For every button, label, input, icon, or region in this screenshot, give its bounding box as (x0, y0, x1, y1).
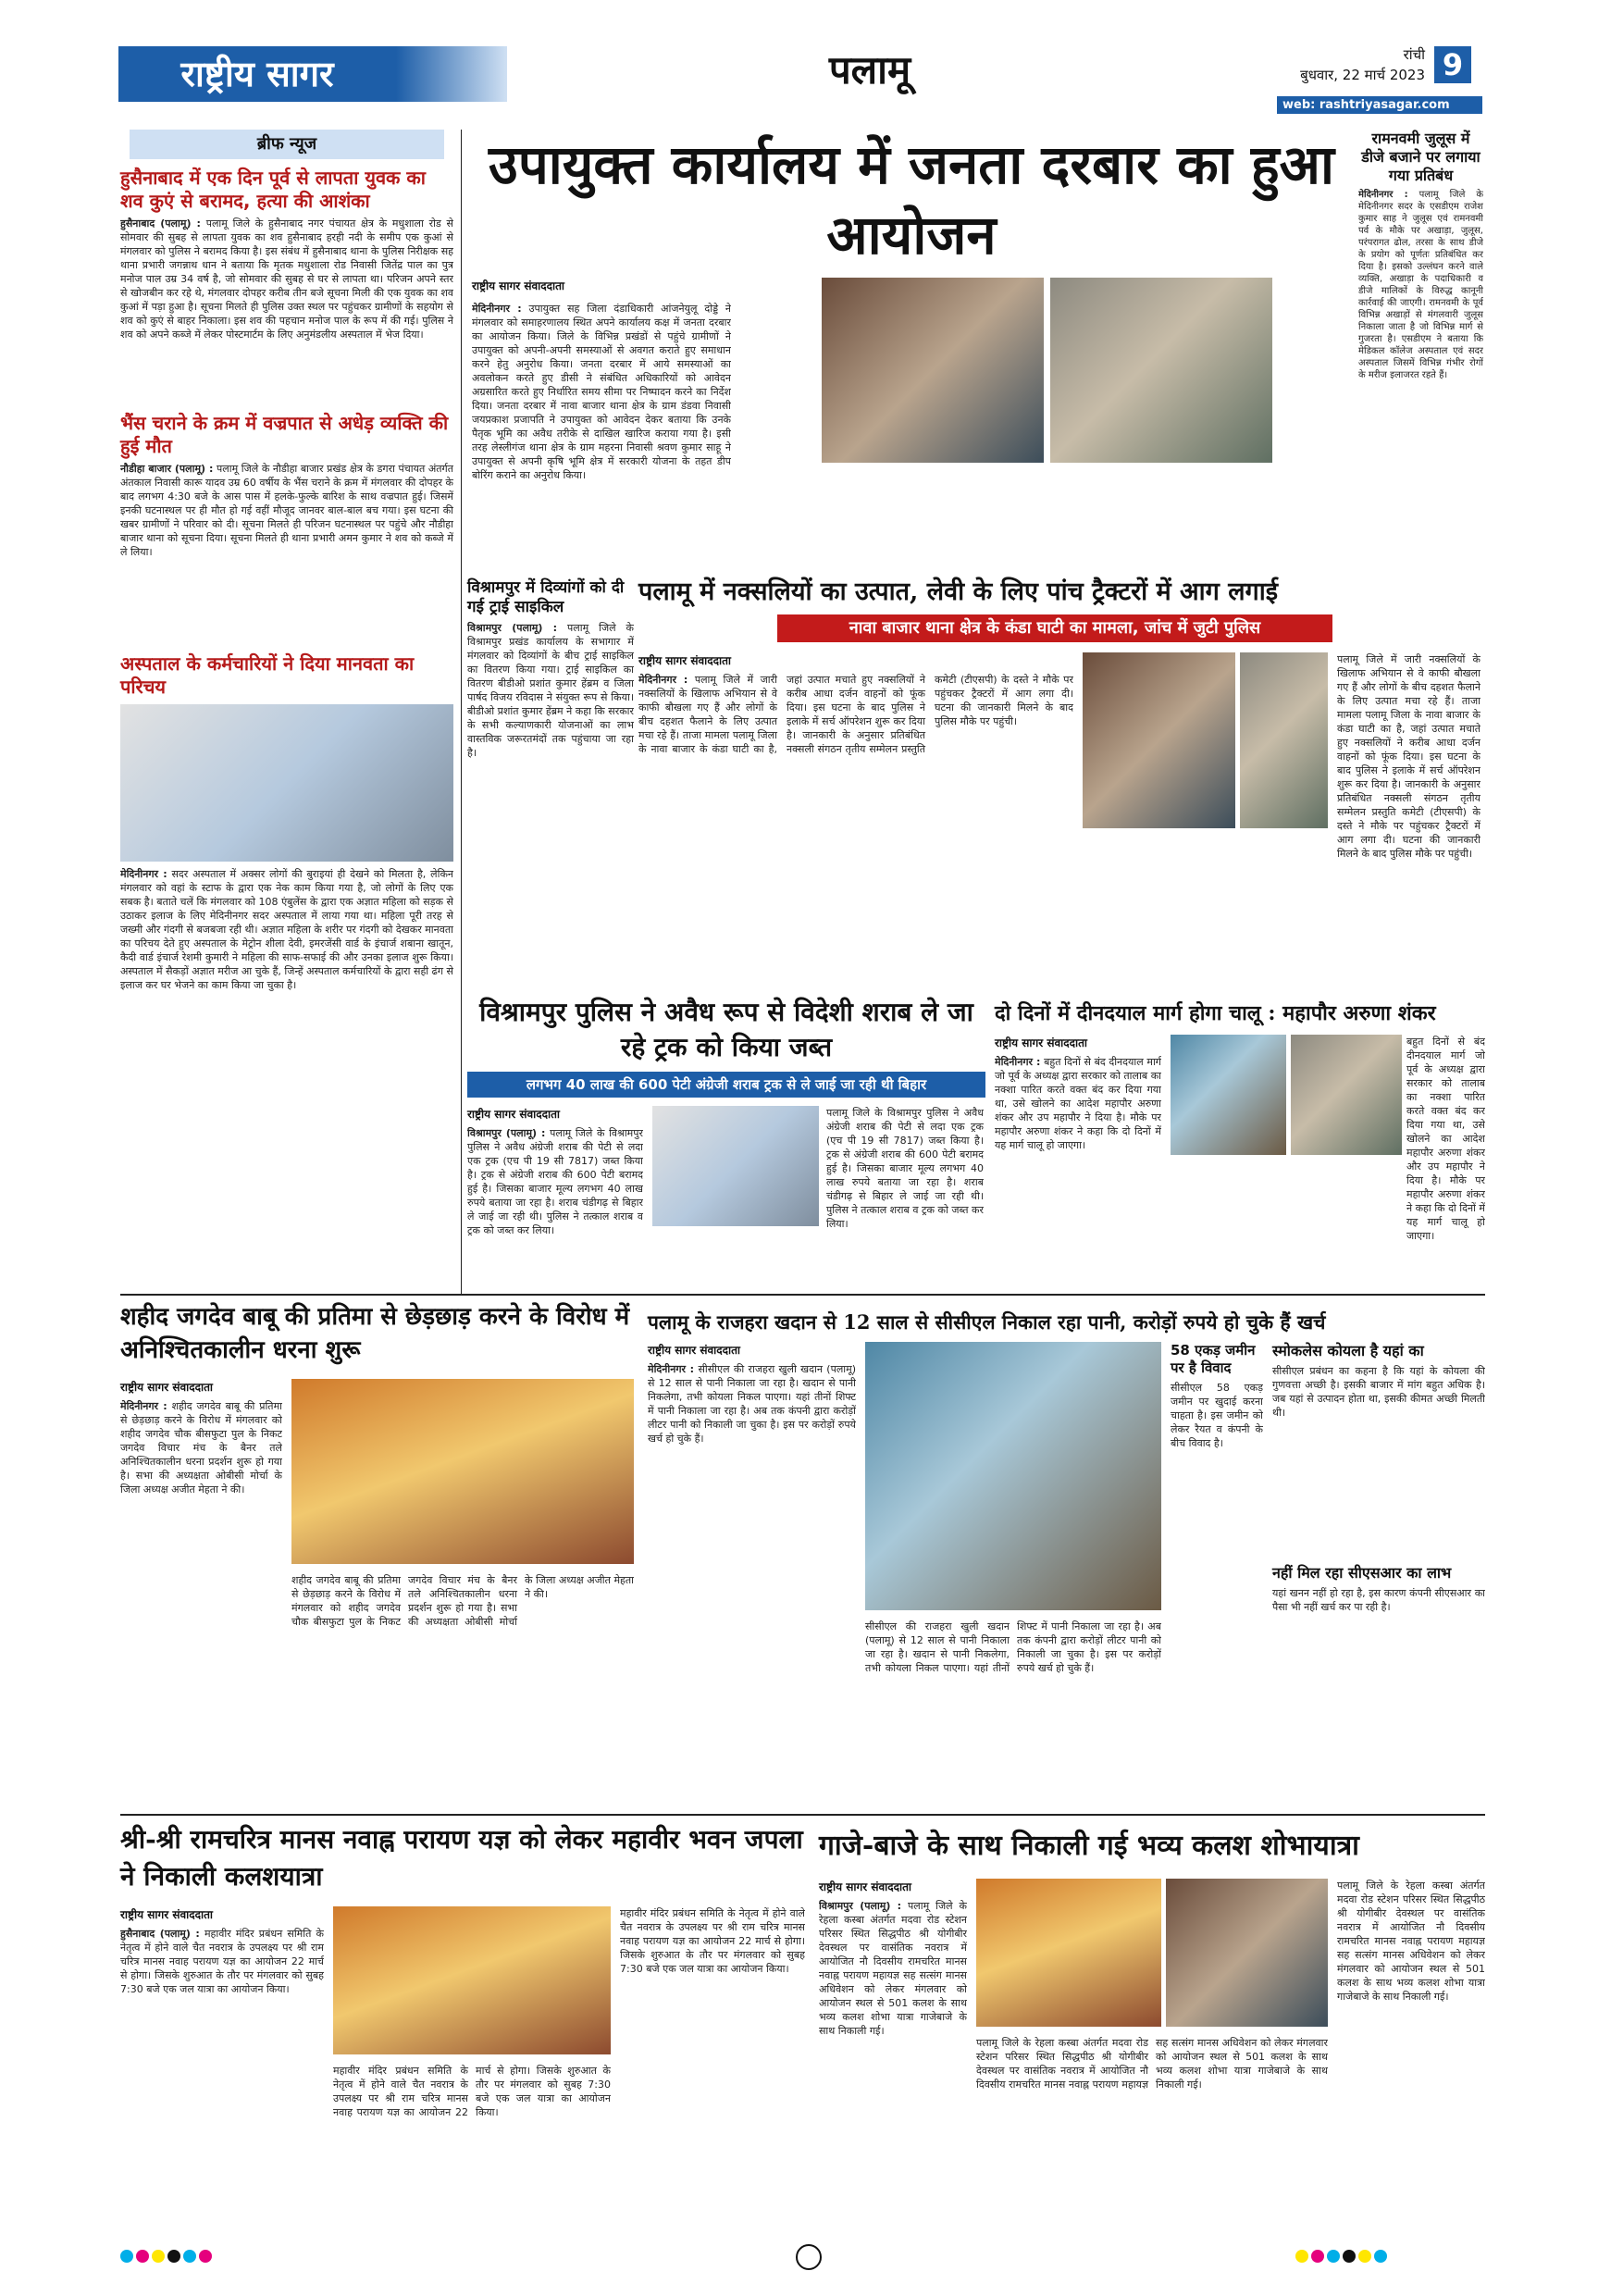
section-title: पलामू (828, 47, 911, 93)
page-number: 9 (1434, 46, 1471, 83)
ccl-box-1 (1171, 1342, 1263, 1620)
ramnavami-dateline: मेदिनीनगर : (1358, 190, 1408, 200)
brief-1-title: हुसैनाबाद में एक दिन पूर्व से लापता युवक का शव कुएं से बरामद, हत्या की आशंका (120, 167, 426, 212)
ccl-more-copy: सीसीएल की राजहरा खुली खदान (पलामू) से 12 साल से पानी निकाला जा रहा है। खदान से पानी निकलेगा, तभी कोयला निकल पाएगा। यहां तीनों शिफ्ट में पानी निकाला जा रहा है। अब तक कंपनी द्वारा करोड़ों लीटर पानी को निकाली जा चुका है। इस पर करोड़ों रुपये खर्च हो चुके हैं। (865, 1620, 1161, 1674)
dindayal-body (995, 1055, 1161, 1282)
color-registration-right (1295, 2249, 1481, 2267)
brief-2-text: पलामू जिले के नौडीहा बाजार प्रखंड क्षेत्र के डगरा पंचायत अंतर्गत अंतकाल निवासी कारू यादव उम्र 60 वर्षीय के भैंस चराने के क्रम में मंगलवार की दोपहर के बाद लगभग 4:30 बजे के आस पास में हलके-फुल्के बारिश के साथ वज्रपात हुई। जिसमें इनकी घटनास्थल पर ही मौत हो गई वहीं मौजूद जानवर बाल-बाल बच गया। इस घटना की खबर ग्रामीणों ने परिवार को दी। सूचना मिलते ही परिजन घटनास्थल पर पहुंचे और नौडीहा बाजार थाना को सूचना दिया। सूचना मिलते ही थाना प्रभारी अमन कुमार ने शव को कब्जे में ले लिया। (120, 463, 453, 558)
ccl-dateline: मेदिनीनगर : (648, 1363, 695, 1375)
brief-3-text: सदर अस्पताल में अक्सर लोगों की बुराइयां ही देखने को मिलता है, लेकिन मंगलवार को वहां के स्टाफ के द्वारा एक नेक काम किया गया है, जो लोगों के लिए एक सबक है। बताते चलें कि मंगलवार को 108 एंबुलेंस के द्वारा एक अज्ञात महिला को सड़क से उठाकर इलाज के लिए मेदिनीनगर सदर अस्पताल में लाया गया था। महिला पूरी तरह से जख्मी और गंदगी से बजबजा रही थी। अज्ञात महिला के शरीर पर गंदगी को देखकर मानवता का परिचय देते हुए अस्पताल के मेट्रोन शीला देवी, इमरजेंसी वार्ड के इंचार्ज शबाना खातून, कैदी वार्ड इंचार्ज रेशमी कुमारी ने महिला की साफ-सफाई की और उनका इलाज शुरू किया। अस्पताल में सैकड़ों अज्ञात मरीज आ चुके हैं, जिन्हें अस्पताल कर्मचारियों के द्वारा सही ढंग से इलाज कर घर भेजने का काम किया जा चुका है। (120, 868, 453, 991)
dindayal-text: बहुत दिनों से बंद दीनदयाल मार्ग जो पूर्व के अध्यक्ष द्वारा सरकार को तालाब का नक्शा पारित करते वक्त बंद कर दिया गया था, उसे खोलने का आदेश महापौर अरुणा शंकर और उप महापौर ने दिया है। मौके पर महापौर अरुणा शंकर ने कहा कि दो दिनों में यह मार्ग चालू हो जाएगा। (995, 1056, 1161, 1151)
ccl-headline: पलामू के राजहरा खदान से 12 साल से सीसीएल निकाल रहा पानी, करोड़ों रुपये हो चुके हैं खर्च (648, 1310, 1326, 1334)
jagdev-byline: राष्ट्रीय सागर संवाददाता (120, 1381, 214, 1394)
horizontal-rule-2 (120, 1814, 1485, 1816)
brief-2-body (120, 462, 453, 647)
dindayal-side-text (1406, 1035, 1485, 1280)
brief-2-dateline: नौडीहा बाजार (पलामू) : (120, 463, 214, 475)
hospital-photo (120, 704, 453, 862)
kalash-side-text (1337, 1879, 1485, 2216)
dindayal-story (995, 1035, 1485, 1285)
liquor-byline: राष्ट्रीय सागर संवाददाता (467, 1108, 561, 1121)
navah-text: महावीर मंदिर प्रबंधन समिति के नेतृत्व में होने वाले चैत नवरात्र के उपलक्ष्य पर श्री राम चरित्र मानस नवाह परायण यज्ञ का आयोजन 22 मार्च से होगा। जिसके शुरुआत के तौर पर मंगलवार को सुबह 7:30 बजे एक जल यात्रा का आयोजन किया। (120, 1928, 324, 1995)
brand-decoration (396, 46, 507, 102)
naxal-text: पलामू जिले में जारी नक्सलियों के खिलाफ अभियान से वे काफी बौखला गए हैं और लोगों के बीच दहशत फैलाने के लिए उत्पात मचा रहे हैं। ताजा मामला पलामू जिला के नावा बाजार के कंडा घाटी का है, जहां उत्पात मचाते हुए नक्सलियों ने करीब आधा दर्जन वाहनों को फूंक दिया। इस घटना के बाद पुलिस ने इलाके में सर्च ऑपरेशन शुरू कर दिया है। जानकारी के अनुसार प्रतिबंधित नक्सली संगठन तृतीय सम्मेलन प्रस्तुति कमेटी (टीएसपी) के दस्ते ने मौके पर पहुंचकर ट्रैक्टरों में आग लगा दी। घटना की जानकारी मिलने के बाद पुलिस मौके पर पहुंची। (638, 674, 1073, 755)
ccl-more-text (865, 1620, 1161, 1795)
cycle-title: विश्रामपुर में दिव्यांगों को दी गई ट्राई साइकिल (467, 578, 625, 616)
jagdev-story (120, 1379, 634, 1814)
liquor-dateline: विश्रामपुर (पलामू) : (467, 1127, 546, 1139)
ccl-box1-body: सीसीएल 58 एकड़ जमीन पर खुदाई करना चाहता है। इस जमीन को लेकर रैयत व कंपनी के बीच विवाद है। (1171, 1382, 1263, 1449)
naxal-photo-1 (1083, 652, 1235, 828)
ccl-box1-title: 58 एकड़ जमीन पर है विवाद (1171, 1342, 1256, 1376)
lead-dateline: मेदिनीनगर : (472, 303, 522, 315)
brief-1-body (120, 217, 453, 406)
kalash-byline: राष्ट्रीय सागर संवाददाता (819, 1880, 912, 1893)
jagdev-body (120, 1399, 282, 1806)
navah-side-copy: महावीर मंदिर प्रबंधन समिति के नेतृत्व में होने वाले चैत नवरात्र के उपलक्ष्य पर श्री राम चरित्र मानस नवाह परायण यज्ञ का आयोजन 22 मार्च से होगा। जिसके शुरुआत के तौर पर मंगलवार को सुबह 7:30 बजे एक जल यात्रा का आयोजन किया। (620, 1907, 805, 1975)
horizontal-rule (120, 1294, 1485, 1296)
ramnavami-body (1358, 189, 1483, 577)
liquor-story (467, 1106, 985, 1291)
ramnavami-text: पलामू जिले के मेदिनीनगर सदर के एसडीएम राजेश कुमार साह ने जुलूस एवं रामनवमी पर्व के मौके पर अखाड़ा, जुलूस, परंपरागत ढोल, तरसा के साथ डीजे के प्रयोग को पूर्णतः प्रतिबंधित कर दिया है। इसको उल्लंघन करने वाले व्यक्ति, अखाड़ा के पदाधिकारी व डीजे मालिकों के विरुद्ध कानूनी कार्रवाई की जाएगी। रामनवमी के पूर्व विभिन्न अखाड़ों से मंगलवारी जुलूस निकाला जाता है जो विभिन्न मार्ग से गुजरता है। एसडीएम ने बताया कि मेडिकल कॉलेज अस्पताल एवं सदर अस्पताल जिसमें विभिन्न गंभीर रोगों के मरीज इलाजरत रहते हैं। (1358, 190, 1483, 380)
dindayal-byline: राष्ट्रीय सागर संवाददाता (995, 1036, 1088, 1049)
naxal-body (638, 673, 1073, 987)
lead-story (472, 278, 1277, 574)
color-registration-left (120, 2249, 305, 2267)
ccl-story (648, 1342, 1485, 1805)
naxal-side-text (1337, 652, 1481, 986)
dindayal-dateline: मेदिनीनगर : (995, 1056, 1041, 1068)
date: बुधवार, 22 मार्च 2023 (1300, 67, 1425, 83)
ramnavami-title: रामनवमी जुलूस में डीजे बजाने पर लगाया गया प्रतिबंध (1361, 130, 1481, 184)
naxal-photo-2 (1240, 652, 1328, 828)
ccl-box3-title: नहीं मिल रहा सीएसआर का लाभ (1272, 1564, 1452, 1582)
naxal-story (638, 652, 1481, 990)
navah-more-copy: महावीर मंदिर प्रबंधन समिति के नेतृत्व में होने वाले चैत नवरात्र के उपलक्ष्य पर श्री राम चरित्र मानस नवाह परायण यज्ञ का आयोजन 22 मार्च से होगा। जिसके शुरुआत के तौर पर मंगलवार को सुबह 7:30 बजे एक जल यात्रा का आयोजन किया। (333, 2065, 611, 2118)
lead-byline: राष्ट्रीय सागर संवाददाता (472, 279, 565, 292)
kalash-headline: गाजे-बाजे के साथ निकाली गई भव्य कलश शोभायात्रा (819, 1830, 1359, 1862)
lead-photo-2 (1050, 278, 1272, 463)
brief-column (120, 167, 453, 1286)
kalash-text: पलामू जिले के रेहला कस्बा अंतर्गत मदवा रोड स्टेशन परिसर स्थित सिद्धपीठ श्री योगीबीर देवस्थल पर वासंतिक नवरात्र में आयोजित नौ दिवसीय रामचरित मानस नवाह्न परायण महायज्ञ सह सत्संग मानस अधिवेशन को लेकर मंगलवार को आयोजन स्थल से 501 कलश के साथ भव्य कलश शोभा यात्रा गाजेबाजे के साथ निकाली गई। (819, 1900, 967, 2037)
kalash-side-copy: पलामू जिले के रेहला कस्बा अंतर्गत मदवा रोड स्टेशन परिसर स्थित सिद्धपीठ श्री योगीबीर देवस्थल पर वासंतिक नवरात्र में आयोजित नौ दिवसीय रामचरित मानस नवाह्न परायण महायज्ञ सह सत्संग मानस अधिवेशन को लेकर मंगलवार को आयोजन स्थल से 501 कलश के साथ भव्य कलश शोभा यात्रा गाजेबाजे के साथ निकाली गई। (1337, 1880, 1485, 2003)
liquor-side-text (826, 1106, 984, 1286)
liquor-headline: विश्रामपुर पुलिस ने अवैध रूप से विदेशी शराब ले जा रहे ट्रक को किया जब्त (479, 997, 973, 1062)
date-block (1277, 44, 1425, 85)
jagdev-text: शहीद जगदेव बाबू की प्रतिमा से छेड़छाड़ करने के विरोध में मंगलवार को शहीद जगदेव चौक बीसफुटा पुल के निकट जगदेव विचार मंच के बैनर तले अनिश्चितकालीन धरना प्रदर्शन शुरू हो गया है। सभा की अध्यक्षता ओबीसी मोर्चा के जिला अध्यक्ष अजीत मेहता ने की। (120, 1400, 282, 1496)
liquor-body (467, 1126, 643, 1288)
dindayal-photo-2 (1291, 1035, 1402, 1155)
brief-2-title: भैंस चराने के क्रम में वज्रपात से अधेड़ व्यक्ति की हुई मौत (120, 412, 449, 457)
cycle-text: पलामू जिले के विश्रामपुर प्रखंड कार्यालय के सभागार में मंगलवार को दिव्यांगों के बीच ट्राई साइकिल का वितरण किया गया। ट्राई साइकिल का वितरण बीडीओ प्रशांत कुमार हेंब्रम व जिला पार्षद विजय रविदास ने संयुक्त रूप से किया। बीडीओ प्रशांत कुमार हेंब्रम ने कहा कि सरकार के सभी कल्याणकारी योजनाओं का लाभ वास्तविक जरूरतमंदों तक पहुंचाया जा रहा है। (467, 622, 634, 759)
navah-more-text (333, 2064, 611, 2216)
dindayal-side-copy: बहुत दिनों से बंद दीनदयाल मार्ग जो पूर्व के अध्यक्ष द्वारा सरकार को तालाब का नक्शा पारित करते वक्त बंद कर दिया गया था, उसे खोलने का आदेश महापौर अरुणा शंकर और उप महापौर ने दिया है। मौके पर महापौर अरुणा शंकर ने कहा कि दो दिनों में यह मार्ग चालू हो जाएगा। (1406, 1036, 1485, 1242)
cycle-body (467, 621, 634, 973)
crosshair-mark (796, 2244, 822, 2270)
lead-body (472, 302, 731, 570)
kalash-photo-1 (976, 1879, 1161, 2027)
jagdev-photo (291, 1379, 634, 1564)
column-divider (461, 130, 462, 1296)
navah-byline: राष्ट्रीय सागर संवाददाता (120, 1908, 214, 1921)
jagdev-dateline: मेदिनीनगर : (120, 1400, 167, 1412)
ccl-text: सीसीएल की राजहरा खुली खदान (पलामू) से 12 साल से पानी निकाला जा रहा है। खदान से पानी निकलेगा, तभी कोयला निकल पाएगा। यहां तीनों शिफ्ट में पानी निकाला जा रहा है। अब तक कंपनी द्वारा करोड़ों लीटर पानी को निकाली जा चुका है। इस पर करोड़ों रुपये खर्च हो चुके हैं। (648, 1363, 856, 1445)
jagdev-more-text (291, 1573, 634, 1809)
liquor-strip: लगभग 40 लाख की 600 पेटी अंग्रेजी शराब ट्रक से ले जाई जा रही थी बिहार (467, 1072, 985, 1098)
ccl-photo (865, 1342, 1161, 1610)
lead-photo-1 (822, 278, 1044, 463)
navah-side-text (620, 1906, 805, 2216)
naxal-headline: पलामू में नक्सलियों का उत्पात, लेवी के लिए पांच ट्रैक्टरों में आग लगाई (638, 577, 1279, 606)
ramnavami-box (1358, 130, 1483, 592)
ccl-box-2 (1272, 1342, 1485, 1555)
brief-3-dateline: मेदिनीनगर : (120, 868, 167, 880)
naxal-strip: नावा बाजार थाना क्षेत्र के कंडा घाटी का मामला, जांच में जुटी पुलिस (777, 614, 1332, 642)
kalash-dateline: विश्रामपुर (पलामू) : (819, 1900, 902, 1912)
ccl-box2-body: सीसीएल प्रबंधन का कहना है कि यहां के कोयला की गुणवत्ता अच्छी है। इसकी बाजार में मांग बहुत अधिक है। जब यहां से उत्पादन होता था, इसकी कीमत अच्छी मिलती थी। (1272, 1365, 1485, 1419)
liquor-photo (652, 1106, 819, 1226)
ccl-body (648, 1362, 856, 1797)
naxal-dateline: मेदिनीनगर : (638, 674, 688, 686)
lead-text: उपायुक्त सह जिला दंडाधिकारी आंजनेयुलू दोड्डे ने मंगलवार को समाहरणालय स्थित अपने कार्यालय कक्ष में जनता दरबार का आयोजन किया। जिले के विभिन्न प्रखंडों से पहुंचे ग्रामीणों ने उपायुक्त को अपनी-अपनी समस्याओं से अवगत कराते हुए समाधान करने हेतु अनुरोध किया। जनता दरबार में आये समस्याओं का अवलोकन करते हुए डीसी ने संबंधित अधिकारियों को आवेदन अग्रसारित करते हुए निर्धारित समय सीमा पर निष्पादन करने का निर्देश दिया। जनता दरबार में नावा बाजार थाना क्षेत्र के ग्राम डंडवा निवासी जयप्रकाश प्रजापति ने उपायुक्त को आवेदन देकर बताया कि उनके पैतृक भूमि का अवैध तरीके से दाखिल खारिज कराया गया है। इसी तरह लेस्लीगंज थाना क्षेत्र के ग्राम महरना निवासी श्रवण कुमार साहू ने उपायुक्त से अपनी कृषि भूमि क्षेत्र में सरकारी योजना के तहत डीप बोरिंग कराने का अनुरोध किया। (472, 303, 731, 481)
navah-story (120, 1906, 805, 2221)
ccl-box3-body: यहां खनन नहीं हो रहा है, इस कारण कंपनी सीएसआर का पैसा भी नहीं खर्च कर पा रही है। (1272, 1587, 1485, 1613)
kalash-photo-2 (1166, 1879, 1328, 2027)
kalash-more-text (976, 2036, 1328, 2216)
jagdev-headline: शहीद जगदेव बाबू की प्रतिमा से छेड़छाड़ करने के विरोध में अनिश्चितकालीन धरना शुरू (120, 1303, 630, 1364)
cycle-story (467, 578, 634, 986)
ccl-byline: राष्ट्रीय सागर संवाददाता (648, 1344, 741, 1357)
cycle-dateline: विश्रामपुर (पलामू) : (467, 622, 558, 634)
naxal-side-copy: पलामू जिले में जारी नक्सलियों के खिलाफ अभियान से वे काफी बौखला गए हैं और लोगों के बीच दहशत फैलाने के लिए उत्पात मचा रहे हैं। ताजा मामला पलामू जिला के नावा बाजार के कंडा घाटी का है, जहां उत्पात मचाते हुए नक्सलियों ने करीब आधा दर्जन वाहनों को फूंक दिया। इस घटना के बाद पुलिस ने इलाके में सर्च ऑपरेशन शुरू कर दिया है। जानकारी के अनुसार प्रतिबंधित नक्सली संगठन तृतीय सम्मेलन प्रस्तुति कमेटी (टीएसपी) के दस्ते ने मौके पर पहुंचकर ट्रैक्टरों में आग लगा दी। घटना की जानकारी मिलने के बाद पुलिस मौके पर पहुंची। (1337, 653, 1481, 860)
navah-dateline: हुसैनाबाद (पलामू) : (120, 1928, 200, 1940)
kalash-more-copy: पलामू जिले के रेहला कस्बा अंतर्गत मदवा रोड स्टेशन परिसर स्थित सिद्धपीठ श्री योगीबीर देवस्थल पर वासंतिक नवरात्र में आयोजित नौ दिवसीय रामचरित मानस नवाह्न परायण महायज्ञ सह सत्संग मानस अधिवेशन को लेकर मंगलवार को आयोजन स्थल से 501 कलश के साथ भव्य कलश शोभा यात्रा गाजेबाजे के साथ निकाली गई। (976, 2037, 1328, 2091)
brand-logo: राष्ट्रीय सागर (118, 46, 396, 102)
brief-3-body (120, 867, 453, 1256)
brief-3-title: अस्पताल के कर्मचारियों ने दिया मानवता का परिचय (120, 652, 415, 698)
navah-photo (333, 1906, 611, 2054)
dindayal-headline: दो दिनों में दीनदयाल मार्ग होगा चालू : महापौर अरुणा शंकर (995, 1001, 1436, 1025)
jagdev-more-copy: शहीद जगदेव बाबू की प्रतिमा से छेड़छाड़ करने के विरोध में मंगलवार को शहीद जगदेव चौक बीसफुटा पुल के निकट जगदेव विचार मंच के बैनर तले अनिश्चितकालीन धरना प्रदर्शन शुरू हो गया है। सभा की अध्यक्षता ओबीसी मोर्चा के जिला अध्यक्ष अजीत मेहता ने की। (291, 1574, 634, 1628)
lead-headline: उपायुक्त कार्यालय में जनता दरबार का हुआ आयोजन (489, 133, 1334, 267)
ccl-box2-title: स्मोकलेस कोयला है यहां का (1272, 1342, 1424, 1359)
navah-body (120, 1927, 324, 2214)
city: रांची (1403, 46, 1425, 63)
dindayal-photo-1 (1171, 1035, 1286, 1155)
brief-1-text: पलामू जिले के हुसैनाबाद नगर पंचायत क्षेत्र के मधुशाला रोड से सोमवार की सुबह से लापता युवक का शव हुसैनाबाद हरही नदी के समीप एक कुआं से मंगलवार को पुलिस ने बरामद किया है। इस संबंध में हुसैनाबाद थाना के पुलिस निरीक्षक सह थाना प्रभारी जगन्नाथ धान ने बताया कि मृतक मधुशाला रोड निवासी जितेंद्र पाल का पुत्र मनोज पाल उम्र 34 वर्ष है, जो सोमवार की सुबह से घर से लापता था। परिजन अपने स्तर से खोजबीन कर रहे थे, मंगलवार दोपहर करीब तीन बजे सूचना मिली की एक युवक का शव कुआं में पड़ा हुआ है। सूचना मिलते ही पुलिस उक्त स्थल पर पहुंचकर ग्रामीणों के सहयोग से शव को कुएं से बाहर निकाला। इस शव की पहचान मनोज पाल के रूप में की गई। पुलिस ने शव को अपने कब्जे में लेकर पोस्टमार्टम के लिए अनुमंडलीय अस्पताल में भेज दिया। (120, 217, 453, 341)
kalash-body (819, 1899, 967, 2214)
brief-1-dateline: हुसैनाबाद (पलामू) : (120, 217, 201, 230)
navah-headline: श्री-श्री रामचरित्र मानस नवाह्न परायण यज्ञ को लेकर महावीर भवन जपला ने निकाली कलशयात्रा (120, 1824, 803, 1892)
kalash-story (819, 1879, 1485, 2221)
liquor-text: पलामू जिले के विश्रामपुर पुलिस ने अवैध अंग्रेजी शराब की पेटी से लदा एक ट्रक (एच पी 19 सी 7817) जब्त किया है। ट्रक से अंग्रेजी शराब की 600 पेटी बरामद हुई है। जिसका बाजार मूल्य लगभग 40 लाख रुपये बताया जा रहा है। शराब चंडीगढ़ से बिहार ले जाई जा रही थी। पुलिस ने तत्काल शराब व ट्रक को जब्त कर लिया। (467, 1127, 643, 1236)
liquor-side-copy: पलामू जिले के विश्रामपुर पुलिस ने अवैध अंग्रेजी शराब की पेटी से लदा एक ट्रक (एच पी 19 सी 7817) जब्त किया है। ट्रक से अंग्रेजी शराब की 600 पेटी बरामद हुई है। जिसका बाजार मूल्य लगभग 40 लाख रुपये बताया जा रहा है। शराब चंडीगढ़ से बिहार ले जाई जा रही थी। पुलिस ने तत्काल शराब व ट्रक को जब्त कर लिया। (826, 1107, 984, 1230)
ccl-box-3 (1272, 1564, 1485, 1795)
brief-news-band: ब्रीफ न्यूज (130, 130, 444, 159)
naxal-byline: राष्ट्रीय सागर संवाददाता (638, 654, 732, 667)
website: web: rashtriyasagar.com (1277, 96, 1482, 114)
